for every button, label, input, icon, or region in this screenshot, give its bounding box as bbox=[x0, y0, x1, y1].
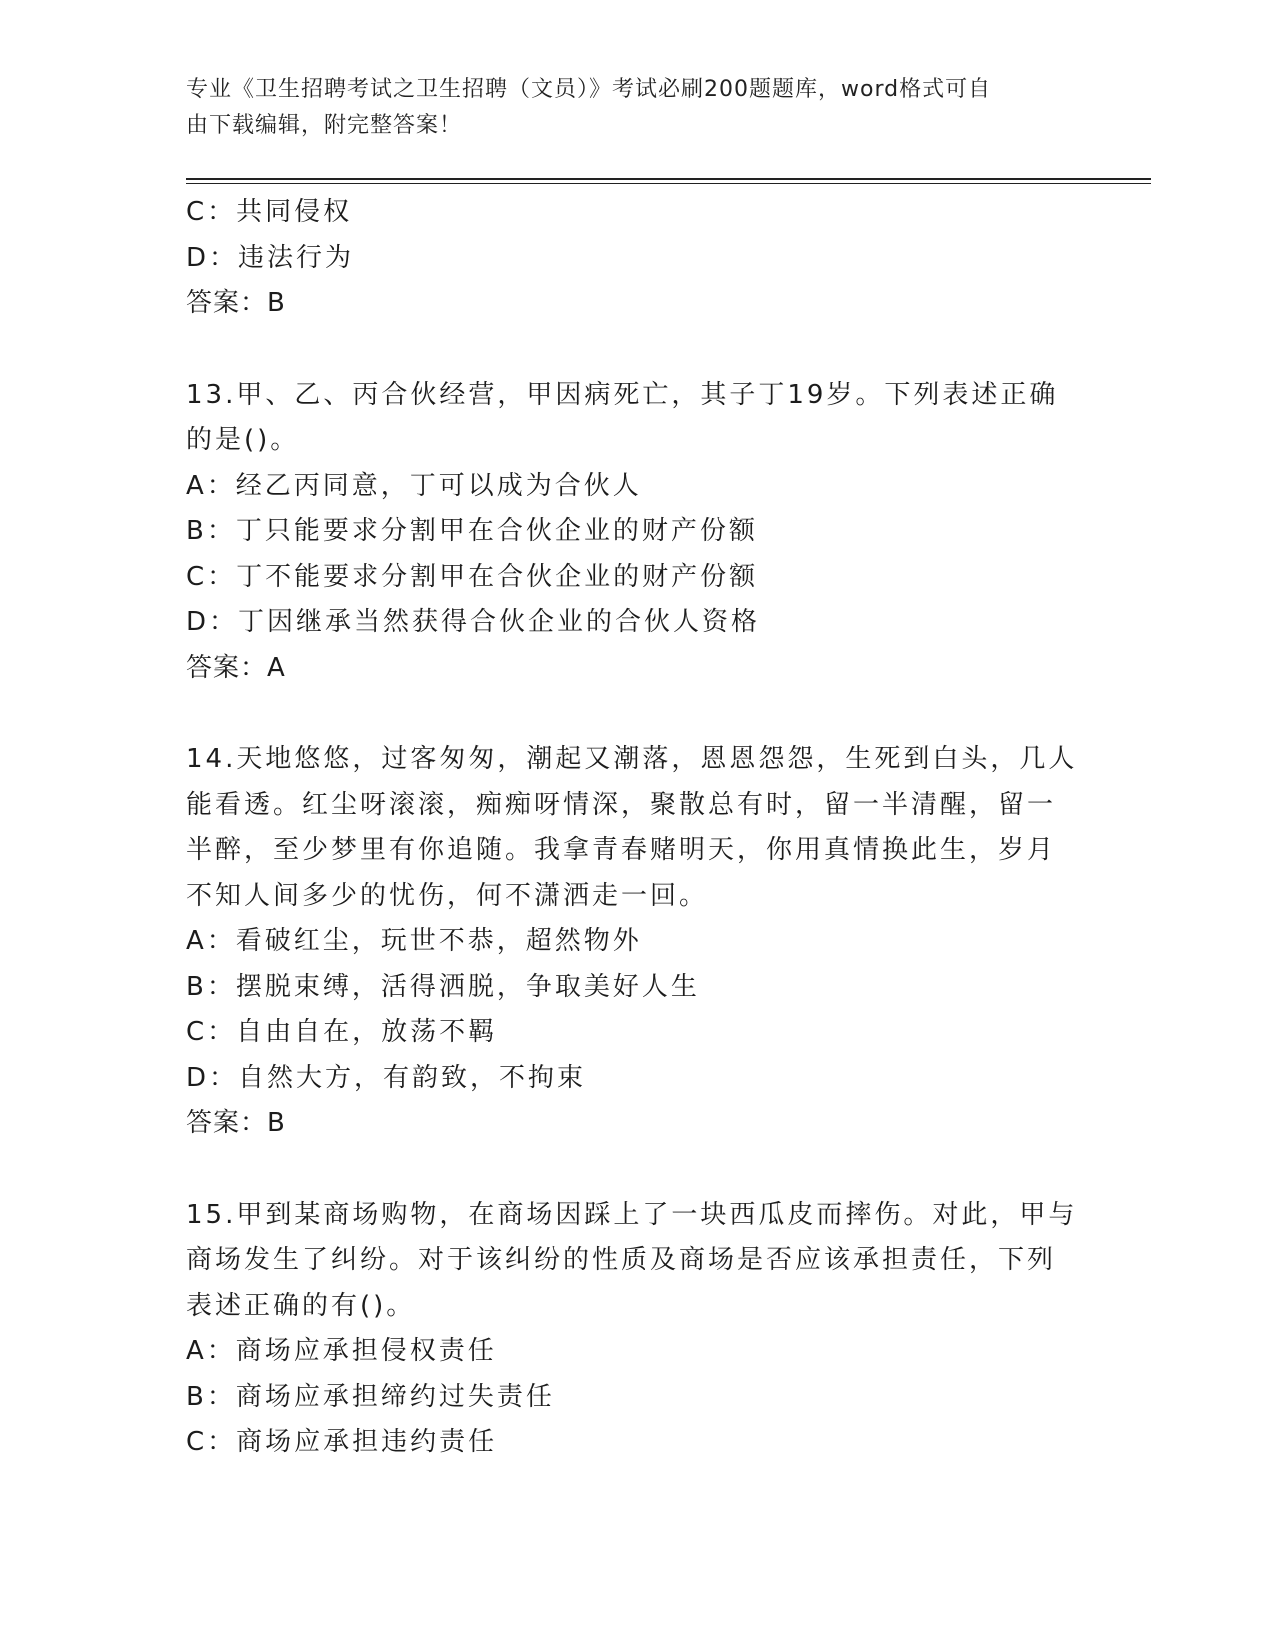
header-line-2: 由下载编辑，附完整答案！ bbox=[186, 113, 463, 138]
option-a: A：商场应承担侵权责任 bbox=[186, 1336, 497, 1366]
header-line-1: 专业《卫生招聘考试之卫生招聘（文员）》考试必刷200题题库，word格式可自 bbox=[186, 77, 992, 102]
question-stem-line: 13.甲、乙、丙合伙经营，甲因病死亡，其子丁19岁。下列表述正确 bbox=[186, 379, 1059, 410]
option-c: C：丁不能要求分割甲在合伙企业的财产份额 bbox=[186, 561, 759, 592]
question-stem-line: 能看透。红尘呀滚滚，痴痴呀情深，聚散总有时，留一半清醒，留一 bbox=[186, 789, 1057, 820]
question-stem-line: 表述正确的有()。 bbox=[186, 1290, 416, 1321]
question-stem-line: 不知人间多少的忧伤，何不潇洒走一回。 bbox=[186, 880, 709, 911]
option-d: D：丁因继承当然获得合伙企业的合伙人资格 bbox=[186, 607, 761, 637]
question-15 bbox=[186, 1193, 1086, 1466]
question-stem-line: 商场发生了纠纷。对于该纠纷的性质及商场是否应该承担责任，下列 bbox=[186, 1245, 1057, 1275]
question-list bbox=[186, 190, 1086, 1466]
question-14 bbox=[186, 737, 1086, 1147]
option-b: B：商场应承担缔约过失责任 bbox=[186, 1381, 555, 1412]
option-c: C：商场应承担违约责任 bbox=[186, 1427, 498, 1457]
header-divider-thick bbox=[186, 178, 1151, 180]
question-stem-line: 14.天地悠悠，过客匆匆，潮起又潮落，恩恩怨怨，生死到白头，几人 bbox=[186, 744, 1078, 774]
option-a: A：经乙丙同意，丁可以成为合伙人 bbox=[186, 470, 642, 501]
question-12 bbox=[186, 190, 1086, 327]
question-stem-line: 的是()。 bbox=[186, 425, 300, 455]
question-stem-line: 15.甲到某商场购物，在商场因踩上了一块西瓜皮而摔伤。对此，甲与 bbox=[186, 1199, 1078, 1230]
header-divider-thin bbox=[186, 183, 1151, 184]
question-stem-line: 半醉，至少梦里有你追随。我拿青春赌明天，你用真情换此生，岁月 bbox=[186, 835, 1057, 865]
option-d: D：违法行为 bbox=[186, 242, 355, 273]
option-c: C：自由自在，放荡不羁 bbox=[186, 1017, 498, 1047]
option-b: B：丁只能要求分割甲在合伙企业的财产份额 bbox=[186, 516, 758, 546]
option-d: D：自然大方，有韵致，不拘束 bbox=[186, 1062, 587, 1093]
answer-line: 答案：B bbox=[186, 1108, 286, 1138]
option-b: B：摆脱束缚，活得洒脱，争取美好人生 bbox=[186, 971, 700, 1002]
document-header bbox=[186, 72, 1066, 144]
option-c: C：共同侵权 bbox=[186, 197, 353, 227]
answer-line: 答案：B bbox=[186, 288, 286, 318]
option-a: A：看破红尘，玩世不恭，超然物外 bbox=[186, 926, 642, 956]
question-13 bbox=[186, 373, 1086, 692]
answer-line: 答案：A bbox=[186, 652, 286, 683]
